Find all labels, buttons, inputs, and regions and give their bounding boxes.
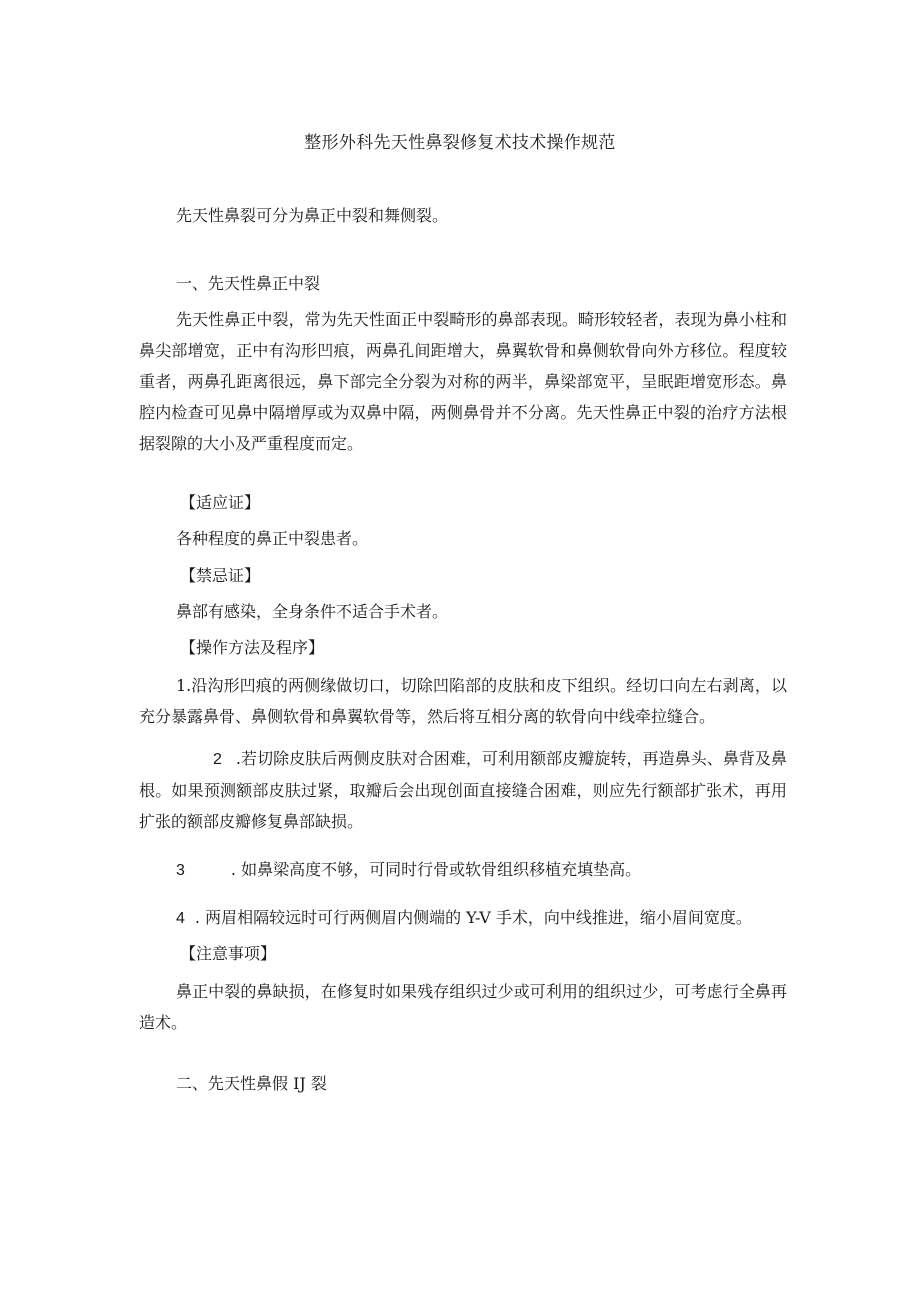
section1-description: 先天性鼻正中裂，常为先天性面正中裂畸形的鼻部表现。畸形较轻者，表现为鼻小柱和鼻尖部增宽，正中有沟形凹痕，两鼻孔间距增大，鼻翼软骨和鼻侧软骨向外方移位。程度较重者，两鼻孔距离很远，鼻下部完全分裂为对称的两半，鼻梁部宽平，呈眠距增宽形态。鼻腔内检查可见鼻中隔增厚或为双鼻中隔，两侧鼻骨并不分离。先天性鼻正中裂的治疗方法根据裂隙的大小及严重程度而定。: [139, 310, 787, 453]
procedure-step-4: [176, 906, 752, 931]
step-2-text: .若切除皮肤后两侧皮肤对合困难，可利用额部皮瓣旋转，再造鼻头、鼻背及鼻根。如果预测额部皮肤过紧，取瓣后会出现创面直接缝合困难，则应先行额部扩张术，再用扩张的额部皮瓣修复鼻部缺损。: [139, 749, 787, 831]
contraindications-text: 鼻部有感染，全身条件不适合手术者。: [176, 602, 449, 621]
indications-text: 各种程度的鼻正中裂患者。: [176, 529, 369, 548]
contraindications-label: 【禁忌证】: [180, 566, 261, 585]
document-title: 整形外科先天性鼻裂修复术技术操作规范: [304, 133, 616, 153]
procedure-step-2: [139, 743, 787, 837]
procedure-step-3: [176, 858, 641, 883]
procedure-label: 【操作方法及程序】: [180, 638, 325, 657]
section2-heading: 二、先天性鼻假 IJ 裂: [176, 1074, 327, 1093]
notes-text: 鼻正中裂的鼻缺损，在修复时如果残存组织过少或可利用的组织过少，可考虑行全鼻再造术。: [139, 982, 787, 1032]
step-2-number: 2: [213, 751, 222, 768]
procedure-step-1: 1.沿沟形凹痕的两侧缘做切口，切除凹陷部的皮肤和皮下组织。经切口向左右剥离，以充分暴露鼻骨、鼻侧软骨和鼻翼软骨等，然后将互相分离的软骨向中线牵拉缝合。: [139, 676, 787, 726]
step-4-number: 4: [176, 910, 185, 927]
step-3-number: 3: [176, 862, 185, 879]
indications-label: 【适应证】: [180, 493, 261, 512]
notes-label: 【注意事项】: [180, 944, 277, 963]
step-3-text: . 如鼻梁高度不够，可同时行骨或软骨组织移植充填垫高。: [230, 860, 642, 879]
intro-text: 先天性鼻裂可分为鼻正中裂和舞侧裂。: [176, 206, 449, 225]
step-4-text: . 两眉相隔较远时可行两侧眉内侧端的 Y-V 手术，向中线推进，缩小眉间宽度。: [194, 908, 752, 927]
section1-heading: 一、先天性鼻正中裂: [176, 274, 321, 293]
